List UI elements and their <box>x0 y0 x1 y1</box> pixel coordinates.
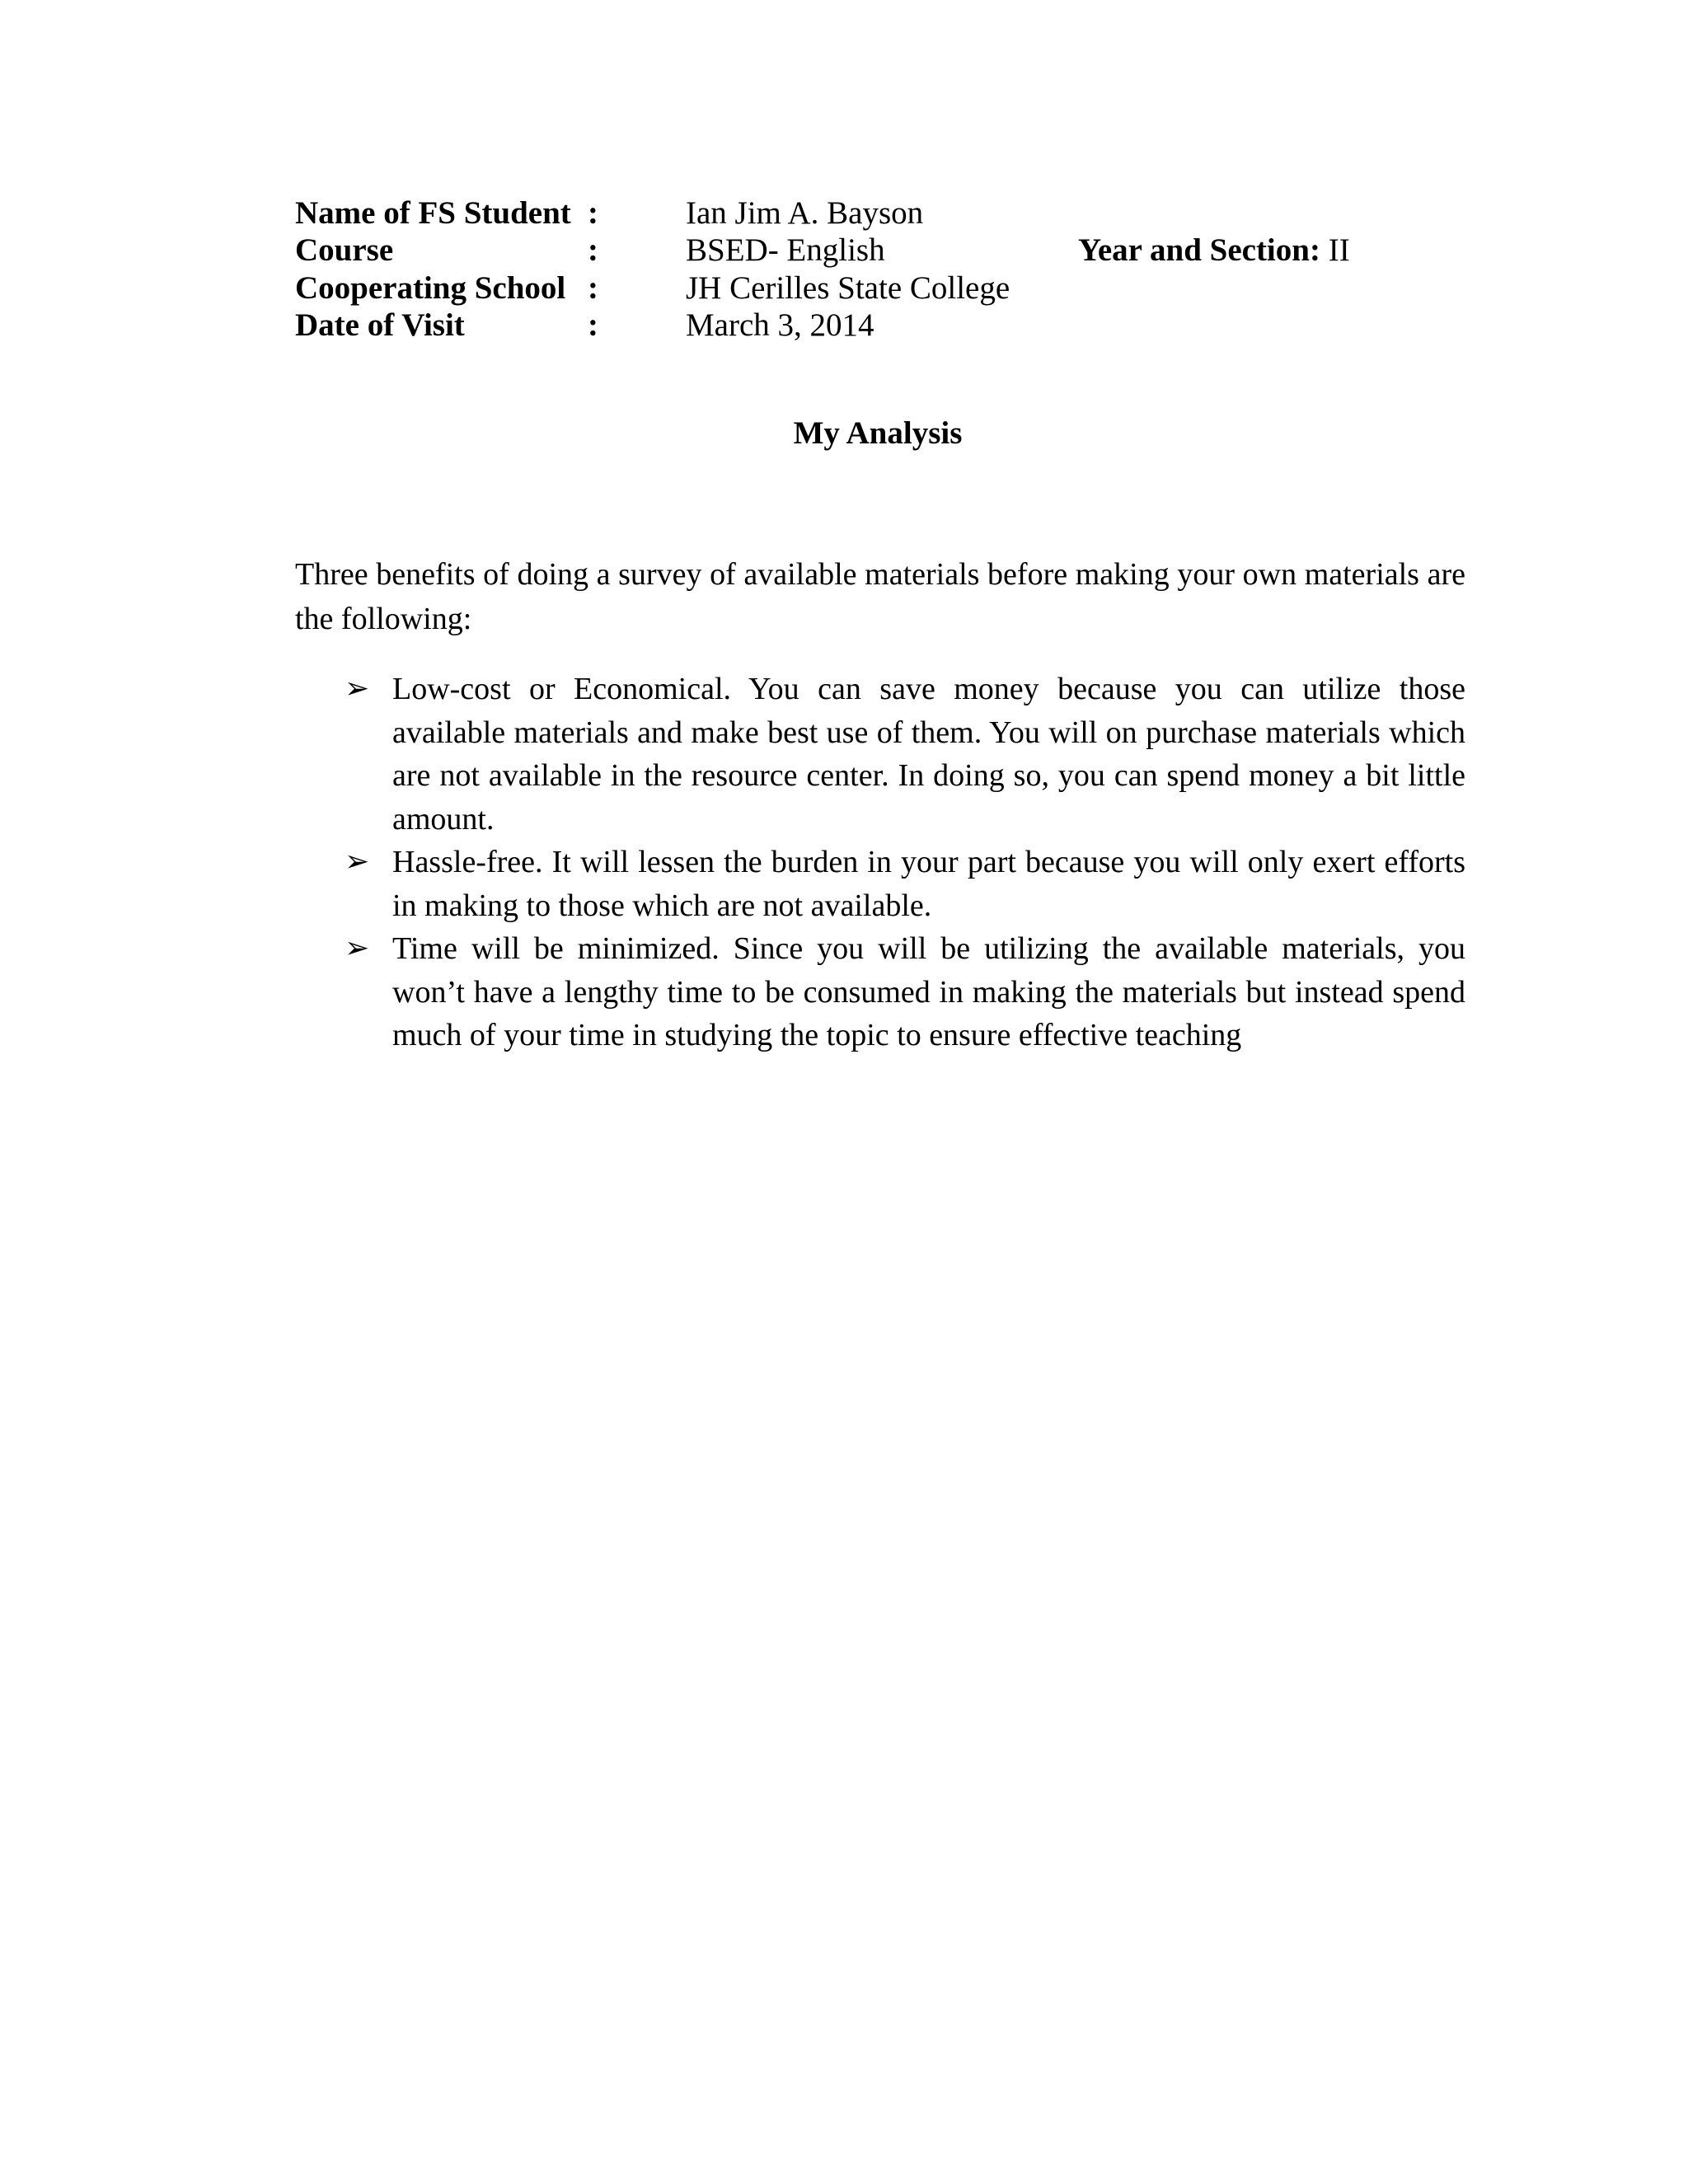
year-section-label: Year and Section: <box>1078 232 1320 268</box>
header-label: Name of FS Student <box>295 195 571 231</box>
list-item <box>295 841 1465 927</box>
header-colon: : <box>588 195 598 231</box>
header-colon: : <box>588 270 598 306</box>
list-item <box>295 668 1465 841</box>
header-value: March 3, 2014 <box>686 307 874 343</box>
page-title: My Analysis <box>793 415 963 451</box>
header-label: Date of Visit <box>295 307 465 343</box>
header-value: BSED- English <box>686 232 885 268</box>
arrowhead-bullet-icon: ➢ <box>345 931 370 965</box>
header-colon: : <box>588 307 598 343</box>
header-colon: : <box>588 232 598 268</box>
benefits-list <box>295 668 1465 1057</box>
year-section <box>1078 232 1350 269</box>
list-item-text: Low-cost or Economical. You can save money because you can utilize those available materials and make best use of them. You will on purchase materials which are not available in the resource center. In doing so, you can spend money a bit little amount. <box>392 672 1465 837</box>
list-item <box>295 927 1465 1057</box>
header-label: Course <box>295 232 394 268</box>
header-label: Cooperating School <box>295 270 566 306</box>
arrowhead-bullet-icon: ➢ <box>345 845 370 879</box>
list-item-text: Hassle-free. It will lessen the burden in your part because you will only exert efforts in making to those which are not available. <box>392 845 1465 923</box>
year-section-value: II <box>1320 232 1350 268</box>
header-value: JH Cerilles State College <box>686 270 1010 306</box>
list-item-text: Time will be minimized. Since you will be utilizing the available materials, you won’t have a lengthy time to be consumed in making the materials but instead spend much of your time in studying the topic to ensure effective teaching <box>392 931 1465 1052</box>
header-value: Ian Jim A. Bayson <box>686 195 924 231</box>
intro-paragraph: Three benefits of doing a survey of available materials before making your own materials are the following: <box>295 557 1465 636</box>
arrowhead-bullet-icon: ➢ <box>345 672 370 705</box>
